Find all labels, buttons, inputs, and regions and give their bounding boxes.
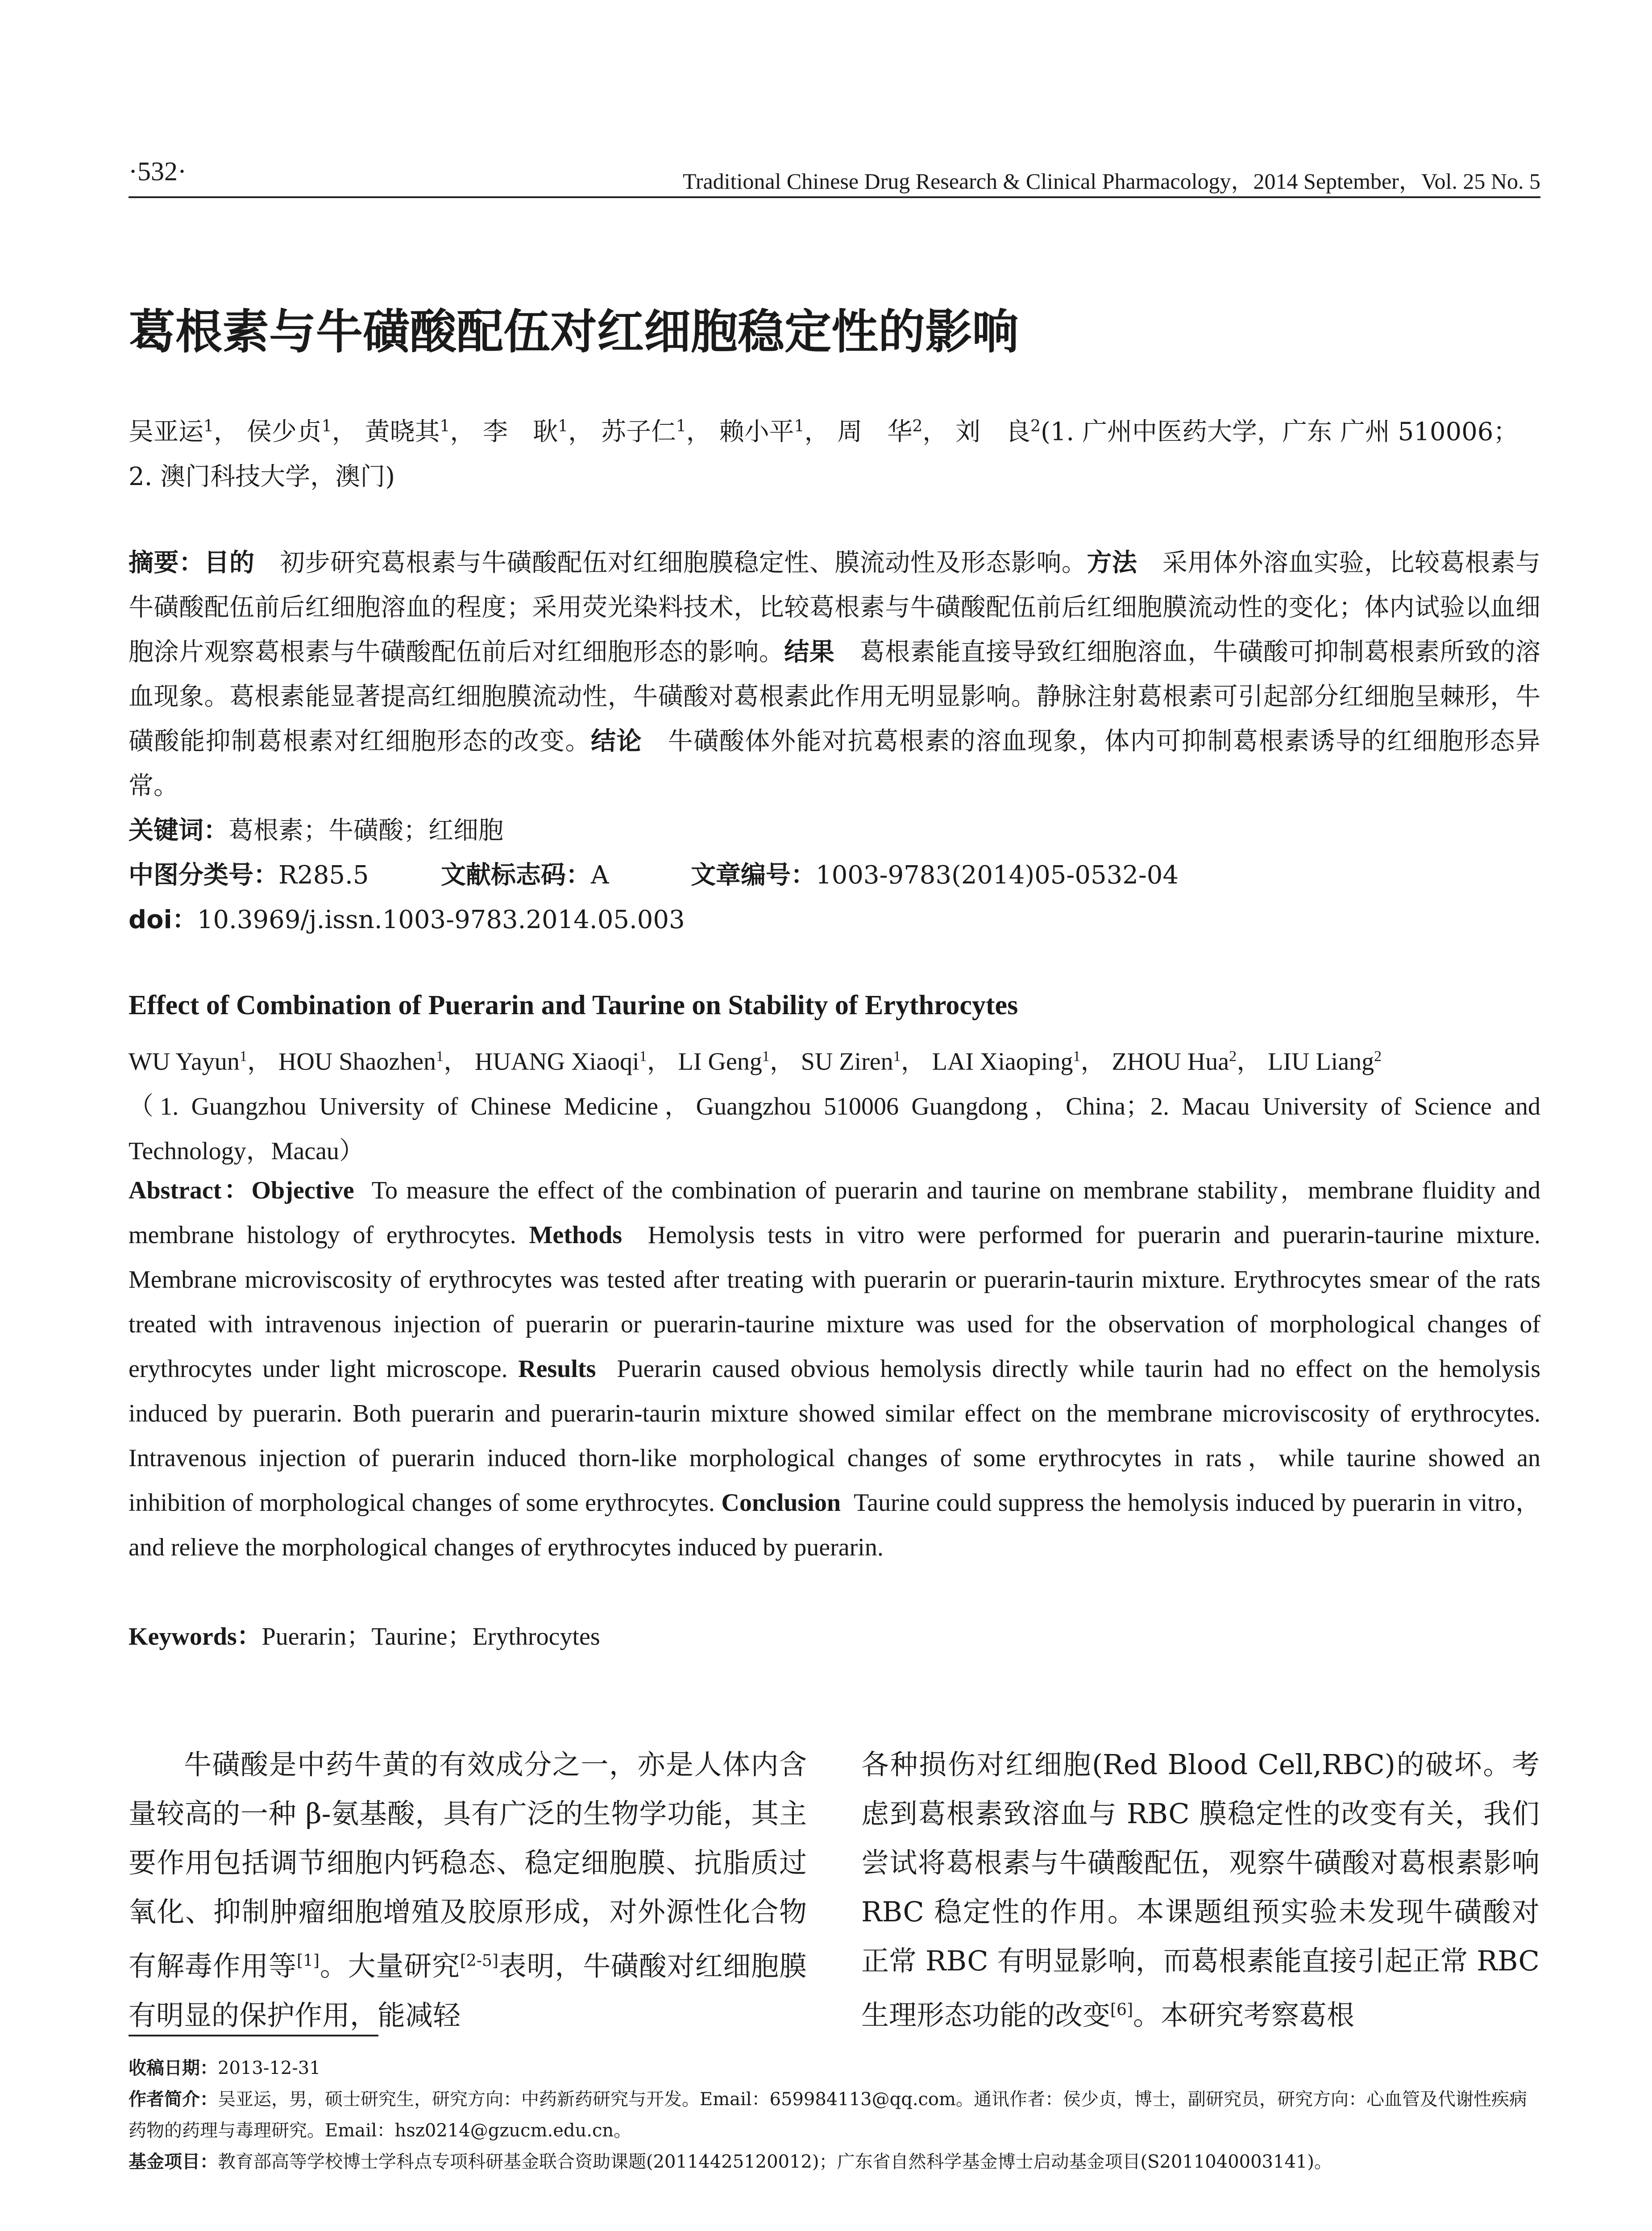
cn-results-text: 葛根素能直接导致红细胞溶血，牛磺酸可抑制葛根素所致的溶血现象。葛根素能显著提高红细胞膜流动性，牛磺酸对葛根素此作用无明显影响。静脉注射葛根素可引起部分红细胞呈棘形，牛磺酸能抑制葛根素对红细胞形态的改变。 — [129, 638, 1541, 756]
cn-author: 侯少贞 — [246, 417, 322, 447]
en-author-aff: 1 — [762, 1048, 770, 1065]
en-keywords: Puerarin；Taurine；Erythrocytes — [261, 1623, 600, 1650]
cn-author: 赖小平 — [719, 417, 794, 447]
en-results-label: Results — [518, 1355, 596, 1383]
cn-author-aff: 1 — [794, 417, 805, 435]
fund-label: 基金项目： — [129, 2152, 218, 2172]
en-author-aff: 1 — [893, 1048, 901, 1065]
author-intro: 吴亚运，男，硕士研究生，研究方向：中药新药研究与开发。Email：659984113@qq.com。通讯作者：侯少贞，博士，副研究员，研究方向：心血管及代谢性疾病药物的药理与毒理研究。Email：hsz0214@gzucm.edu.cn。 — [129, 2089, 1527, 2141]
cn-keywords-label: 关键词： — [129, 816, 228, 845]
author-intro-label: 作者简介： — [129, 2089, 218, 2110]
chinese-authors: 吴亚运$^1$， 侯少贞$^1$， 黄晓其$^1$， 李 耿$^1$， 苏子仁$^1$， 赖小平$^1$， 周 华$^2$， 刘 良$^2$(1. 广州中医药大学，广东 广州 510006；2. 澳门科技大学，澳门) — [129, 417, 1519, 491]
en-objective-label: Objective — [251, 1177, 354, 1204]
cn-author: 黄晓其 — [365, 417, 440, 447]
cn-conclusion-text: 牛磺酸体外能对抗葛根素的溶血现象，体内可抑制葛根素诱导的红细胞形态异常。 — [129, 727, 1541, 800]
en-affiliations: （1. Guangzhou University of Chinese Medicine，Guangzhou 510006 Guangdong，China；2. Macau University of Science and Technology，Macau） — [129, 1092, 1540, 1165]
received-label: 收稿日期： — [129, 2058, 218, 2078]
cn-objective-label: 目的 — [204, 548, 255, 577]
cn-conclusion-label: 结论 — [591, 727, 643, 756]
cn-author: 周 华 — [837, 417, 913, 447]
journal-running-head: Traditional Chinese Drug Research & Clinical Pharmacology，2014 September，Vol. 25 No. 5 — [683, 169, 1540, 194]
en-author: WU Yayun — [129, 1048, 240, 1076]
cn-author-aff: 1 — [203, 417, 214, 435]
cn-objective-text: 初步研究葛根素与牛磺酸配伍对红细胞膜稳定性、膜流动性及形态影响。 — [280, 548, 1087, 577]
cn-methods-text: 采用体外溶血实验，比较葛根素与牛磺酸配伍前后红细胞溶血的程度；采用荧光染料技术，比较葛根素与牛磺酸配伍前后红细胞膜流动性的变化；体内试验以血细胞涂片观察葛根素与牛磺酸配伍前后对红细胞形态的影响。 — [129, 548, 1541, 667]
cn-author-aff: 2 — [1030, 417, 1041, 435]
citation[interactable]: [2-5] — [460, 1952, 498, 1970]
en-methods-label: Methods — [529, 1221, 623, 1249]
en-author-aff: 1 — [1073, 1048, 1081, 1065]
en-author-aff: 1 — [436, 1048, 444, 1065]
body-text: 。大量研究 — [319, 1949, 460, 1982]
footnote-rule — [129, 2035, 378, 2036]
english-authors: WU Yayun$^1$， HOU Shaozhen$^1$， HUANG Xiaoqi$^1$， LI Geng$^1$， SU Ziren$^1$， LAI Xiaoping$^1$， ZHOU Hua$^2$， LIU Liang$^2$ （1. Guangzhou University of Chinese Medicine，Guangzhou 510006 Guangdong，China；2. Macau University of Science and Technology，Macau） — [129, 1048, 1540, 1165]
cn-author: 李 耿 — [483, 417, 558, 447]
en-keywords-label: Keywords： — [129, 1623, 262, 1650]
en-abstract-label: Abstract： — [129, 1177, 252, 1204]
class-number-label: 中图分类号： — [129, 861, 278, 890]
footnote-received — [129, 2053, 1540, 2084]
cn-author-aff: 1 — [440, 417, 450, 435]
page-number: ·532· — [129, 157, 187, 186]
cn-keywords-line — [129, 809, 503, 853]
english-abstract — [129, 1168, 1540, 1570]
en-author-aff: 2 — [1229, 1048, 1237, 1065]
en-objective-text: To measure the effect of the combination of puerarin and taurine on membrane stability，membrane fluidity and membrane histology of erythrocytes. — [129, 1177, 1541, 1249]
article-number: 1003-9783(2014)05-0532-04 — [816, 861, 1179, 890]
received-date: 2013-12-31 — [218, 2058, 321, 2078]
doc-code-label: 文献标志码： — [441, 861, 591, 890]
citation[interactable]: [6] — [1110, 2001, 1133, 2019]
cn-classification-line — [129, 853, 1179, 898]
en-author: LAI Xiaoping — [932, 1048, 1073, 1076]
en-conclusion-text: Taurine could suppress the hemolysis induced by puerarin in vitro，and relieve the morphological changes of erythrocytes induced by puerarin. — [129, 1489, 1541, 1561]
english-keywords-line — [129, 1614, 600, 1659]
cn-affiliations: (1. 广州中医药大学，广东 广州 510006；2. 澳门科技大学，澳门) — [129, 417, 1519, 491]
body-text: 。本研究考察葛根 — [1133, 1999, 1355, 2032]
en-methods-text: Hemolysis tests in vitro were performed for puerarin and puerarin-taurine mixture. Membrane microviscosity of erythrocytes was tested after treating with puerarin or puerarin-taurin mixture. Erythrocytes smear of the rats treated with intravenous injection of puerarin or puerarin-taurine mixture was used for the observation of morphological changes of erythrocytes under light microscope. — [129, 1221, 1541, 1383]
en-author: ZHOU Hua — [1112, 1048, 1229, 1076]
en-author-aff: 1 — [239, 1048, 247, 1065]
footnotes — [129, 2053, 1540, 2177]
cn-author-aff: 1 — [558, 417, 569, 435]
fund-text: 教育部高等学校博士学科点专项科研基金联合资助课题(20114425120012)；广东省自然科学基金博士启动基金项目(S2011040003141)。 — [218, 2152, 1332, 2172]
doi-line — [129, 898, 685, 942]
english-title: Effect of Combination of Puerarin and Taurine on Stability of Erythrocytes — [129, 990, 1018, 1020]
cn-author: 吴亚运 — [129, 417, 203, 447]
footnote-fund — [129, 2146, 1540, 2177]
cn-author: 刘 良 — [955, 417, 1031, 447]
body-text: 牛磺酸是中药牛黄的有效成分之一，亦是人体内含量较高的一种 β-氨基酸，具有广泛的生物学功能，其主要作用包括调节细胞内钙稳态、稳定细胞膜、抗脂质过氧化、抑制肿瘤细胞增殖及胶原形成，对外源性化合物有解毒作用等 — [129, 1748, 807, 1982]
en-author-aff: 2 — [1374, 1048, 1382, 1065]
en-author: LI Geng — [678, 1048, 762, 1076]
en-author: LIU Liang — [1268, 1048, 1374, 1076]
chinese-abstract — [129, 541, 1540, 809]
cn-author: 苏子仁 — [601, 417, 676, 447]
class-number: R285.5 — [278, 861, 369, 890]
cn-author-aff: 1 — [676, 417, 686, 435]
header-rule — [129, 196, 1540, 198]
body-text: 表明，牛磺酸对红细胞膜有明显的保护作用，能减轻 — [129, 1949, 807, 2032]
doi-value[interactable]: 10.3969/j.issn.1003-9783.2014.05.003 — [197, 905, 685, 934]
body-text: 各种损伤对红细胞(Red Blood Cell,RBC)的破坏。考虑到葛根素致溶血与 RBC 膜稳定性的改变有关，我们尝试将葛根素与牛磺酸配伍，观察牛磺酸对葛根素影响 RBC 稳定性的作用。本课题组预实验未发现牛磺酸对正常 RBC 有明显影响，而葛根素能直接引起正常 RBC 生理形态功能的改变 — [861, 1748, 1540, 2032]
body-column-left — [129, 1740, 807, 2040]
cn-methods-label: 方法 — [1087, 548, 1137, 577]
footnote-author — [129, 2084, 1540, 2146]
cn-author-aff: 2 — [912, 417, 923, 435]
doc-code: A — [591, 861, 609, 890]
cn-author-aff: 1 — [321, 417, 332, 435]
doi-label: doi： — [129, 905, 197, 934]
cn-keywords: 葛根素；牛磺酸；红细胞 — [228, 816, 503, 845]
chinese-title: 葛根素与牛磺酸配伍对红细胞稳定性的影响 — [129, 305, 1019, 359]
en-author: HUANG Xiaoqi — [474, 1048, 639, 1076]
en-conclusion-label: Conclusion — [721, 1489, 841, 1517]
en-author: HOU Shaozhen — [278, 1048, 436, 1076]
citation[interactable]: [1] — [296, 1952, 320, 1970]
cn-results-label: 结果 — [784, 638, 835, 667]
en-results-text: Puerarin caused obvious hemolysis directly while taurin had no effect on the hemolysis induced by puerarin. Both puerarin and puerarin-taurin mixture showed similar effect on the membrane microviscosity of erythrocytes. Intravenous injection of puerarin induced thorn-like morphological changes of some erythrocytes in rats，while taurine showed an inhibition of morphological changes of some erythrocytes. — [129, 1355, 1540, 1517]
en-author: SU Ziren — [801, 1048, 893, 1076]
body-column-right — [861, 1740, 1540, 2040]
cn-abstract-label: 摘要： — [129, 548, 204, 577]
article-number-label: 文章编号： — [691, 861, 816, 890]
en-author-aff: 1 — [639, 1048, 647, 1065]
